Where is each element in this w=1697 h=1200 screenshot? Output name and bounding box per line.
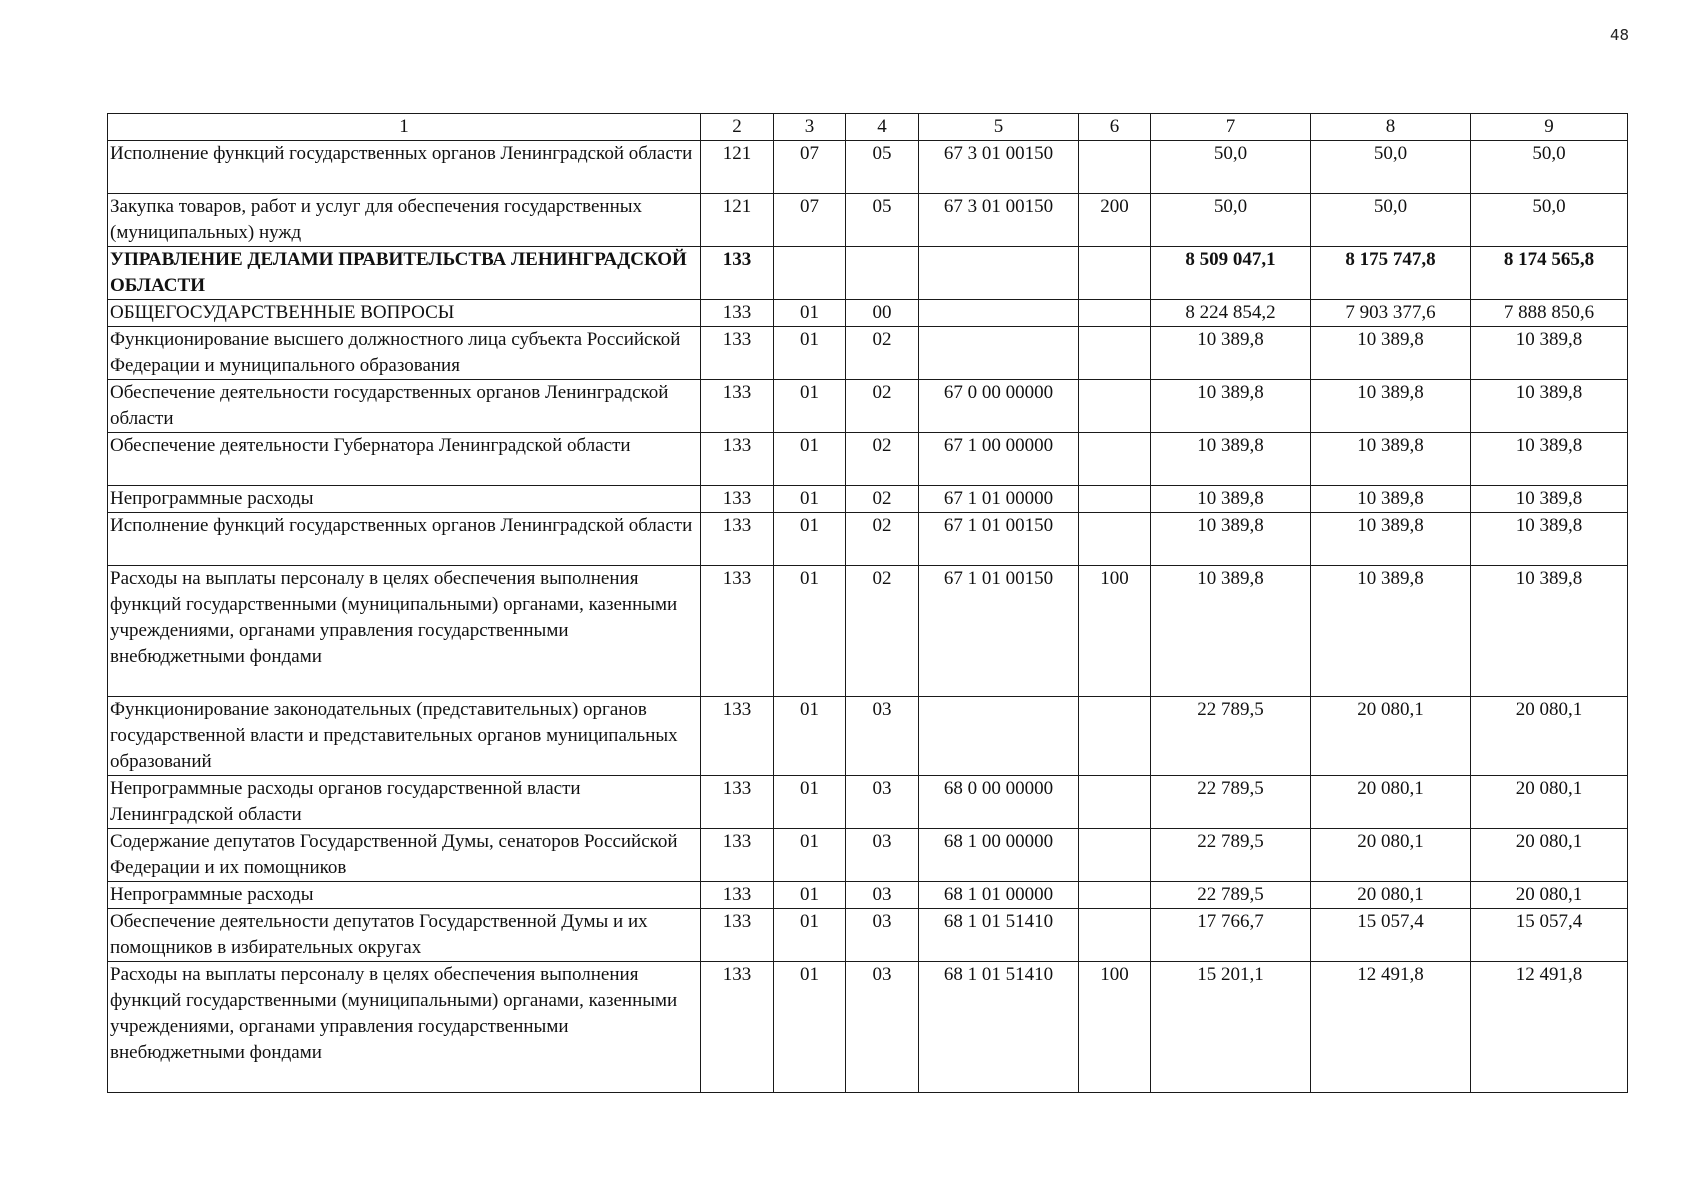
target-article-cell: 67 1 00 00000 — [919, 433, 1079, 486]
expense-type-cell — [1079, 882, 1151, 909]
row-name-cell: Обеспечение деятельности депутатов Государственной Думы и их помощников в избирательных округах — [108, 909, 701, 962]
amount-col9-cell: 10 389,8 — [1471, 433, 1628, 486]
amount-col7-cell: 22 789,5 — [1151, 697, 1311, 776]
column-header: 1 — [108, 114, 701, 141]
amount-col9-cell: 10 389,8 — [1471, 566, 1628, 697]
section-code-cell: 01 — [774, 962, 846, 1093]
section-code-cell: 01 — [774, 380, 846, 433]
section-code-cell: 01 — [774, 909, 846, 962]
row-name-cell: Непрограммные расходы органов государственной власти Ленинградской области — [108, 776, 701, 829]
amount-col8-cell: 20 080,1 — [1311, 697, 1471, 776]
amount-col8-cell: 10 389,8 — [1311, 566, 1471, 697]
amount-col7-cell: 10 389,8 — [1151, 513, 1311, 566]
admin-code-cell: 133 — [701, 380, 774, 433]
expense-type-cell — [1079, 909, 1151, 962]
row-name-cell: Исполнение функций государственных органов Ленинградской области — [108, 513, 701, 566]
target-article-cell: 68 1 00 00000 — [919, 829, 1079, 882]
target-article-cell — [919, 247, 1079, 300]
subsection-code-cell — [846, 247, 919, 300]
amount-col9-cell: 50,0 — [1471, 194, 1628, 247]
page-number: 48 — [1610, 26, 1630, 44]
target-article-cell: 67 1 01 00150 — [919, 566, 1079, 697]
admin-code-cell: 133 — [701, 486, 774, 513]
expense-type-cell — [1079, 300, 1151, 327]
admin-code-cell: 133 — [701, 829, 774, 882]
amount-col7-cell: 50,0 — [1151, 141, 1311, 194]
column-header: 2 — [701, 114, 774, 141]
target-article-cell: 67 1 01 00150 — [919, 513, 1079, 566]
subsection-code-cell: 03 — [846, 776, 919, 829]
table-row — [108, 327, 1628, 380]
admin-code-cell: 133 — [701, 433, 774, 486]
amount-col7-cell: 17 766,7 — [1151, 909, 1311, 962]
section-code-cell: 01 — [774, 300, 846, 327]
amount-col8-cell: 15 057,4 — [1311, 909, 1471, 962]
amount-col8-cell: 10 389,8 — [1311, 380, 1471, 433]
table-row — [108, 566, 1628, 697]
table-row — [108, 486, 1628, 513]
subsection-code-cell: 02 — [846, 513, 919, 566]
section-code-cell: 07 — [774, 141, 846, 194]
column-header: 8 — [1311, 114, 1471, 141]
amount-col7-cell: 22 789,5 — [1151, 882, 1311, 909]
amount-col9-cell: 20 080,1 — [1471, 829, 1628, 882]
expense-type-cell — [1079, 829, 1151, 882]
amount-col9-cell: 10 389,8 — [1471, 380, 1628, 433]
section-code-cell: 01 — [774, 327, 846, 380]
amount-col8-cell: 7 903 377,6 — [1311, 300, 1471, 327]
row-name-cell: Непрограммные расходы — [108, 486, 701, 513]
expense-type-cell — [1079, 486, 1151, 513]
row-name-cell: Закупка товаров, работ и услуг для обеспечения государственных (муниципальных) нужд — [108, 194, 701, 247]
table-row — [108, 829, 1628, 882]
amount-col7-cell: 15 201,1 — [1151, 962, 1311, 1093]
subsection-code-cell: 02 — [846, 566, 919, 697]
target-article-cell: 68 1 01 51410 — [919, 909, 1079, 962]
amount-col9-cell: 50,0 — [1471, 141, 1628, 194]
table-row — [108, 433, 1628, 486]
subsection-code-cell: 03 — [846, 909, 919, 962]
table-row — [108, 247, 1628, 300]
amount-col9-cell: 10 389,8 — [1471, 327, 1628, 380]
amount-col8-cell: 12 491,8 — [1311, 962, 1471, 1093]
amount-col9-cell: 7 888 850,6 — [1471, 300, 1628, 327]
expense-type-cell — [1079, 433, 1151, 486]
subsection-code-cell: 00 — [846, 300, 919, 327]
target-article-cell — [919, 300, 1079, 327]
expense-type-cell — [1079, 327, 1151, 380]
section-code-cell: 07 — [774, 194, 846, 247]
admin-code-cell: 133 — [701, 882, 774, 909]
expense-type-cell — [1079, 776, 1151, 829]
column-header: 7 — [1151, 114, 1311, 141]
admin-code-cell: 133 — [701, 247, 774, 300]
section-code-cell: 01 — [774, 829, 846, 882]
target-article-cell: 67 0 00 00000 — [919, 380, 1079, 433]
row-name-cell: Непрограммные расходы — [108, 882, 701, 909]
table-row — [108, 697, 1628, 776]
section-code-cell: 01 — [774, 882, 846, 909]
expense-type-cell — [1079, 141, 1151, 194]
amount-col8-cell: 10 389,8 — [1311, 433, 1471, 486]
expense-type-cell: 100 — [1079, 962, 1151, 1093]
amount-col7-cell: 22 789,5 — [1151, 829, 1311, 882]
row-name-cell: Исполнение функций государственных органов Ленинградской области — [108, 141, 701, 194]
amount-col7-cell: 10 389,8 — [1151, 566, 1311, 697]
table-row — [108, 141, 1628, 194]
section-code-cell: 01 — [774, 486, 846, 513]
amount-col9-cell: 15 057,4 — [1471, 909, 1628, 962]
subsection-code-cell: 03 — [846, 697, 919, 776]
row-name-cell: УПРАВЛЕНИЕ ДЕЛАМИ ПРАВИТЕЛЬСТВА ЛЕНИНГРАДСКОЙ ОБЛАСТИ — [108, 247, 701, 300]
amount-col7-cell: 50,0 — [1151, 194, 1311, 247]
amount-col7-cell: 10 389,8 — [1151, 433, 1311, 486]
section-code-cell: 01 — [774, 776, 846, 829]
amount-col9-cell: 20 080,1 — [1471, 882, 1628, 909]
amount-col9-cell: 20 080,1 — [1471, 697, 1628, 776]
admin-code-cell: 133 — [701, 697, 774, 776]
table-row — [108, 300, 1628, 327]
budget-table — [107, 113, 1628, 1093]
amount-col8-cell: 8 175 747,8 — [1311, 247, 1471, 300]
row-name-cell: Расходы на выплаты персоналу в целях обеспечения выполнения функций государственными (муниципальными) органами, казенными учреждениями, органами управления государственными внебюджетными фондами — [108, 566, 701, 697]
column-header: 5 — [919, 114, 1079, 141]
expense-type-cell — [1079, 380, 1151, 433]
amount-col9-cell: 12 491,8 — [1471, 962, 1628, 1093]
column-header: 9 — [1471, 114, 1628, 141]
admin-code-cell: 133 — [701, 566, 774, 697]
subsection-code-cell: 03 — [846, 962, 919, 1093]
amount-col8-cell: 10 389,8 — [1311, 513, 1471, 566]
amount-col8-cell: 50,0 — [1311, 194, 1471, 247]
amount-col7-cell: 8 224 854,2 — [1151, 300, 1311, 327]
amount-col8-cell: 20 080,1 — [1311, 882, 1471, 909]
target-article-cell: 68 1 01 00000 — [919, 882, 1079, 909]
subsection-code-cell: 05 — [846, 194, 919, 247]
row-name-cell: Содержание депутатов Государственной Думы, сенаторов Российской Федерации и их помощников — [108, 829, 701, 882]
section-code-cell: 01 — [774, 566, 846, 697]
target-article-cell: 68 1 01 51410 — [919, 962, 1079, 1093]
admin-code-cell: 121 — [701, 141, 774, 194]
table-row — [108, 194, 1628, 247]
amount-col7-cell: 8 509 047,1 — [1151, 247, 1311, 300]
row-name-cell: Обеспечение деятельности Губернатора Ленинградской области — [108, 433, 701, 486]
amount-col7-cell: 22 789,5 — [1151, 776, 1311, 829]
column-header: 6 — [1079, 114, 1151, 141]
subsection-code-cell: 02 — [846, 486, 919, 513]
admin-code-cell: 121 — [701, 194, 774, 247]
subsection-code-cell: 02 — [846, 433, 919, 486]
section-code-cell: 01 — [774, 513, 846, 566]
amount-col8-cell: 20 080,1 — [1311, 776, 1471, 829]
table-row — [108, 513, 1628, 566]
amount-col7-cell: 10 389,8 — [1151, 327, 1311, 380]
expense-type-cell — [1079, 247, 1151, 300]
amount-col9-cell: 10 389,8 — [1471, 513, 1628, 566]
row-name-cell: Расходы на выплаты персоналу в целях обеспечения выполнения функций государственными (муниципальными) органами, казенными учреждениями, органами управления государственными внебюджетными фондами — [108, 962, 701, 1093]
expense-type-cell — [1079, 513, 1151, 566]
table-row — [108, 909, 1628, 962]
section-code-cell — [774, 247, 846, 300]
expense-type-cell — [1079, 697, 1151, 776]
row-name-cell: Функционирование законодательных (представительных) органов государственной власти и представительных органов муниципальных образований — [108, 697, 701, 776]
admin-code-cell: 133 — [701, 909, 774, 962]
table-row — [108, 380, 1628, 433]
expense-type-cell: 100 — [1079, 566, 1151, 697]
admin-code-cell: 133 — [701, 327, 774, 380]
admin-code-cell: 133 — [701, 513, 774, 566]
amount-col7-cell: 10 389,8 — [1151, 486, 1311, 513]
subsection-code-cell: 03 — [846, 829, 919, 882]
amount-col8-cell: 10 389,8 — [1311, 486, 1471, 513]
amount-col7-cell: 10 389,8 — [1151, 380, 1311, 433]
amount-col8-cell: 50,0 — [1311, 141, 1471, 194]
column-header: 4 — [846, 114, 919, 141]
subsection-code-cell: 05 — [846, 141, 919, 194]
section-code-cell: 01 — [774, 697, 846, 776]
target-article-cell: 67 3 01 00150 — [919, 141, 1079, 194]
subsection-code-cell: 02 — [846, 327, 919, 380]
target-article-cell: 68 0 00 00000 — [919, 776, 1079, 829]
column-number-header-row — [108, 114, 1628, 141]
section-code-cell: 01 — [774, 433, 846, 486]
target-article-cell — [919, 697, 1079, 776]
expense-type-cell: 200 — [1079, 194, 1151, 247]
subsection-code-cell: 02 — [846, 380, 919, 433]
subsection-code-cell: 03 — [846, 882, 919, 909]
amount-col8-cell: 20 080,1 — [1311, 829, 1471, 882]
target-article-cell: 67 3 01 00150 — [919, 194, 1079, 247]
amount-col9-cell: 20 080,1 — [1471, 776, 1628, 829]
column-header: 3 — [774, 114, 846, 141]
admin-code-cell: 133 — [701, 776, 774, 829]
target-article-cell: 67 1 01 00000 — [919, 486, 1079, 513]
table-row — [108, 882, 1628, 909]
amount-col9-cell: 10 389,8 — [1471, 486, 1628, 513]
admin-code-cell: 133 — [701, 962, 774, 1093]
row-name-cell: ОБЩЕГОСУДАРСТВЕННЫЕ ВОПРОСЫ — [108, 300, 701, 327]
admin-code-cell: 133 — [701, 300, 774, 327]
target-article-cell — [919, 327, 1079, 380]
table-row — [108, 776, 1628, 829]
amount-col9-cell: 8 174 565,8 — [1471, 247, 1628, 300]
amount-col8-cell: 10 389,8 — [1311, 327, 1471, 380]
row-name-cell: Обеспечение деятельности государственных органов Ленинградской области — [108, 380, 701, 433]
table-row — [108, 962, 1628, 1093]
row-name-cell: Функционирование высшего должностного лица субъекта Российской Федерации и муниципального образования — [108, 327, 701, 380]
